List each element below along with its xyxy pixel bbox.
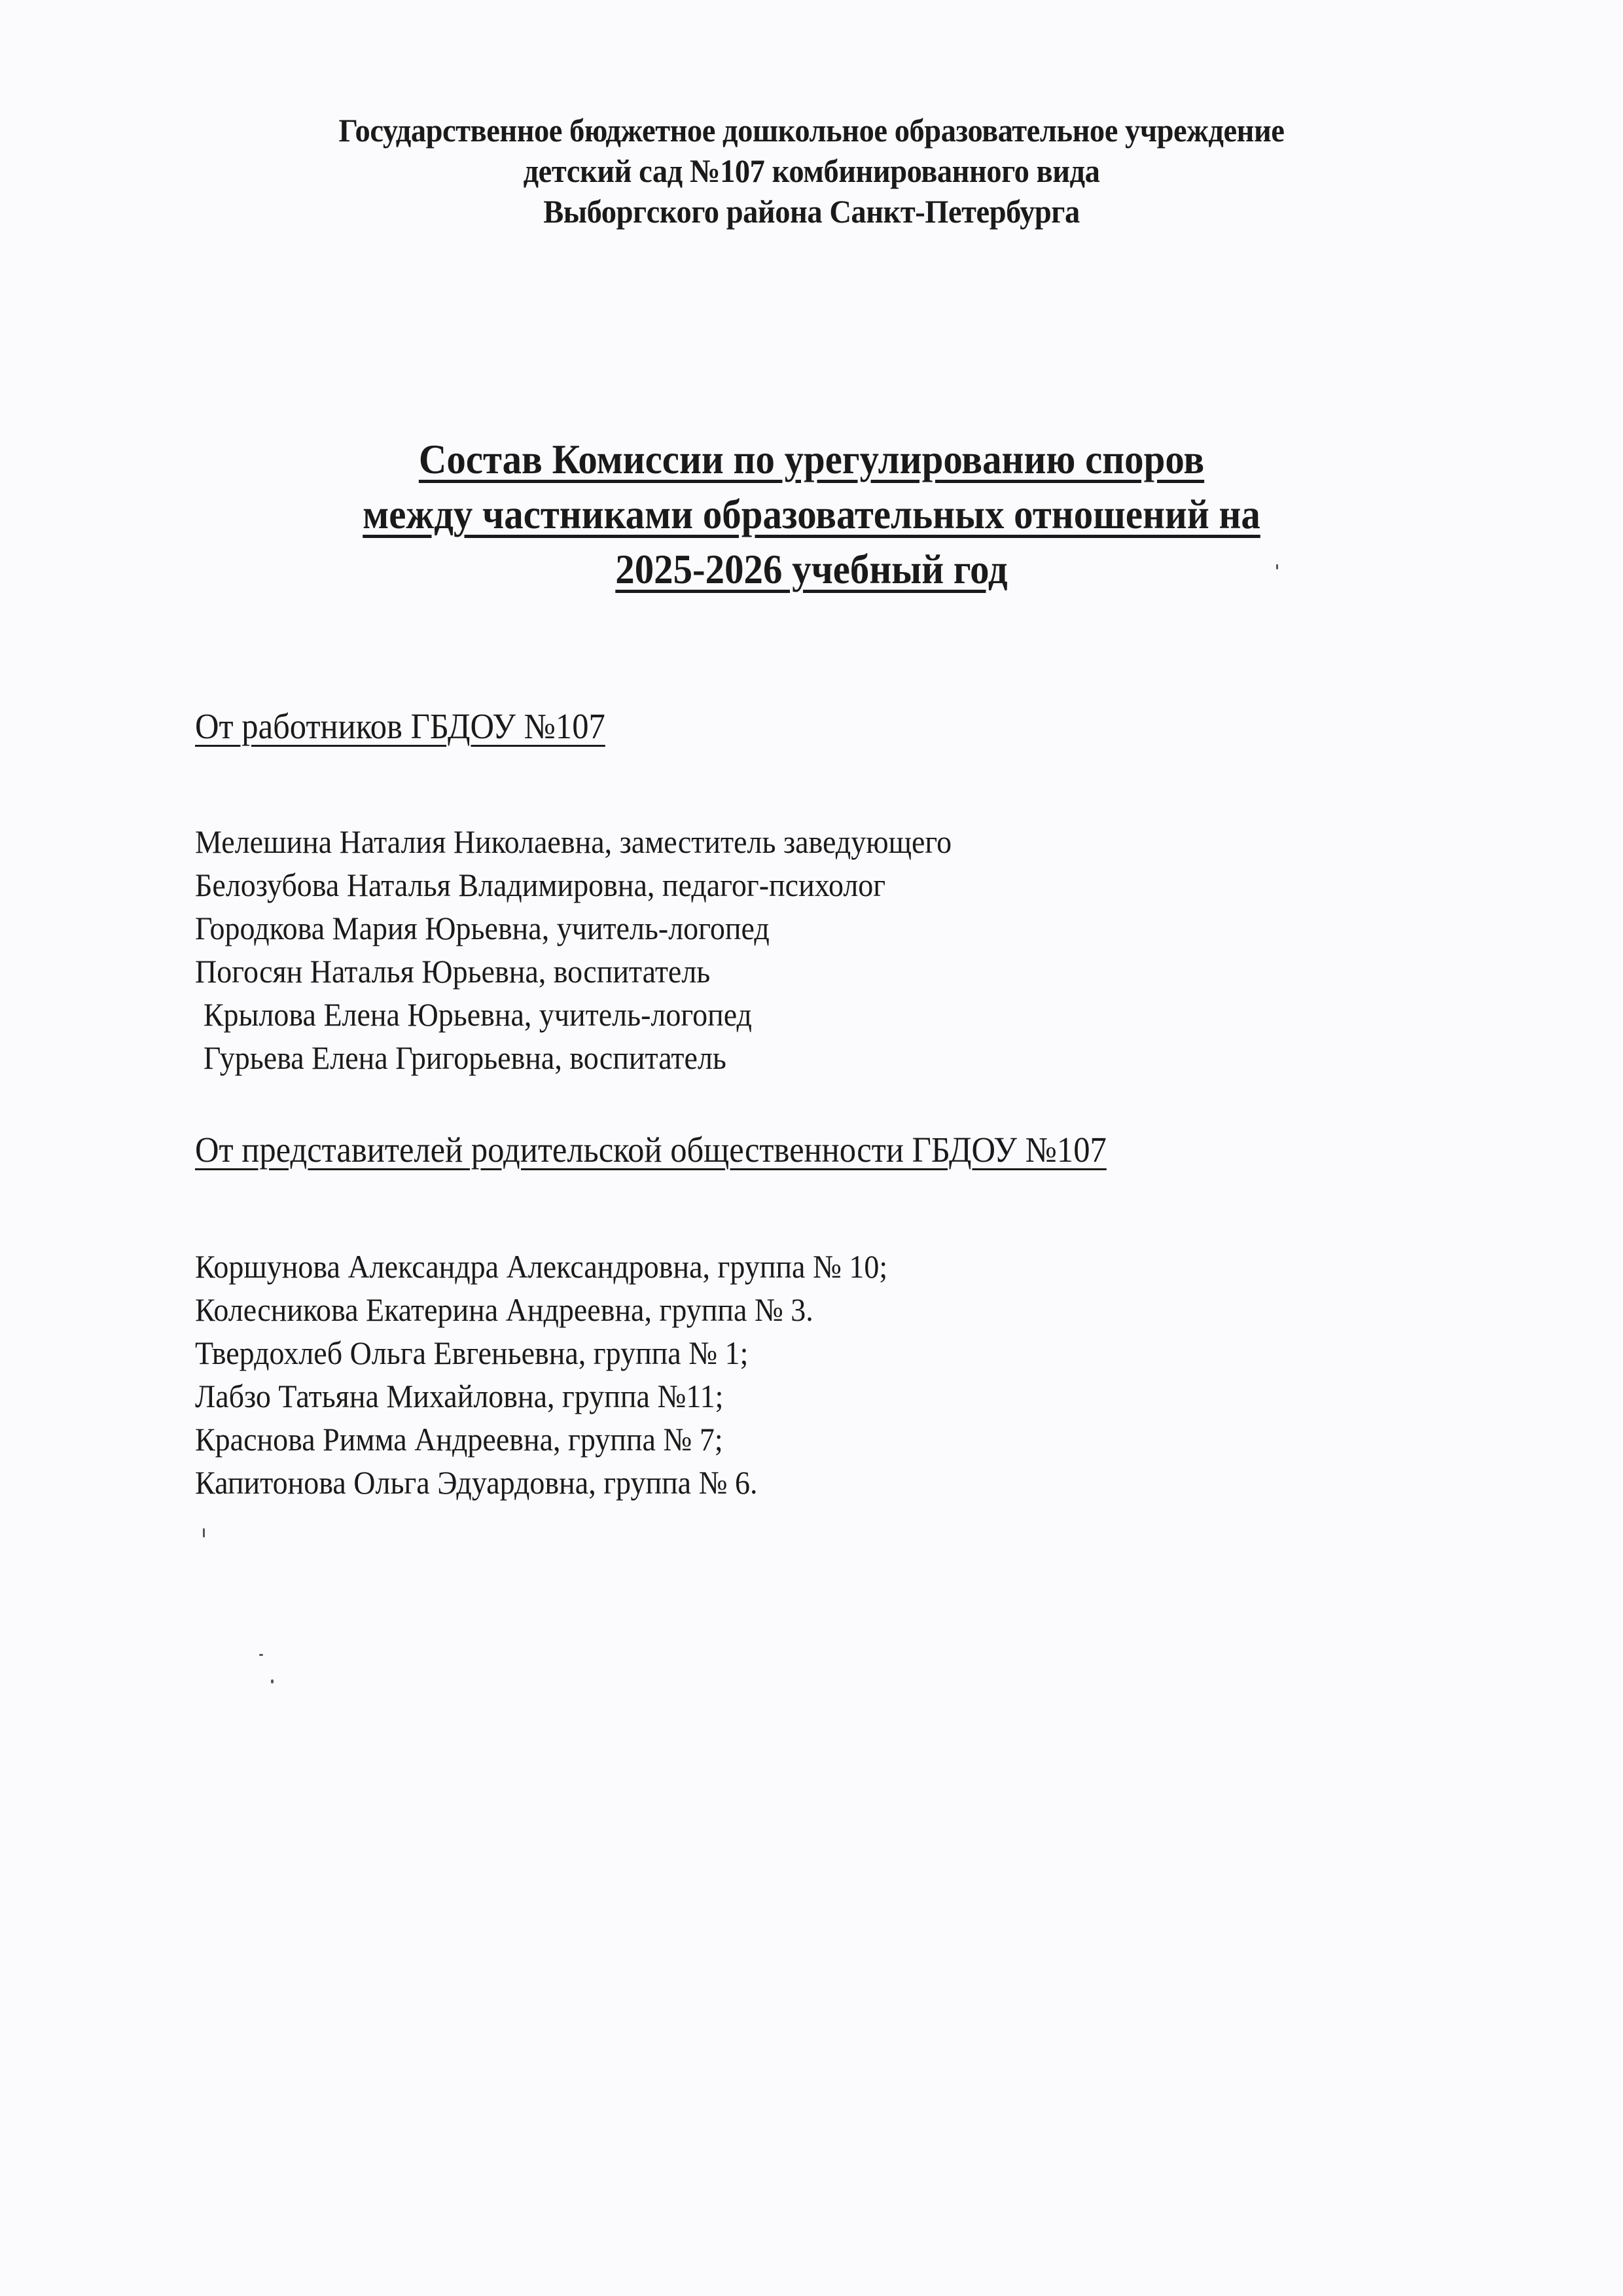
title-line: 2025-2026 учебный год [615, 546, 1008, 592]
staff-section-heading: От работников ГБДОУ №107 [195, 706, 605, 746]
list-item: Погосян Наталья Юрьевна, воспитатель [195, 953, 711, 990]
list-item: Краснова Римма Андреевна, группа № 7; [195, 1421, 723, 1458]
document-title [65, 432, 1558, 597]
list-item: Лабзо Татьяна Михайловна, группа №11; [195, 1378, 724, 1414]
organization-line: детский сад №107 комбинированного вида [523, 152, 1100, 189]
parents-member-list [195, 1245, 1186, 1504]
title-line: Состав Комиссии по урегулированию споров [418, 436, 1205, 482]
scan-speck [271, 1679, 274, 1683]
organization-line: Государственное бюджетное дошкольное образовательное учреждение [338, 112, 1285, 149]
list-item: Мелешина Наталия Николаевна, заместитель заведующего [195, 823, 952, 860]
list-item: Капитонова Ольга Эдуардовна, группа № 6. [195, 1464, 758, 1501]
title-line: между частниками образовательных отношений на [363, 491, 1260, 537]
scan-speck [259, 1654, 263, 1656]
scan-speck [203, 1528, 205, 1537]
scan-speck [1276, 564, 1278, 569]
list-item: Крылова Елена Юрьевна, учитель-логопед [203, 996, 752, 1033]
staff-section [195, 704, 1018, 1079]
list-item: Колесникова Екатерина Андреевна, группа № 3. [195, 1291, 813, 1328]
list-item: Коршунова Александра Александровна, группа № 10; [195, 1248, 888, 1285]
organization-line: Выборгского района Санкт-Петербурга [543, 193, 1080, 230]
list-item: Твердохлеб Ольга Евгеньевна, группа № 1; [195, 1335, 749, 1371]
staff-member-list [195, 820, 1018, 1079]
organization-header [57, 110, 1566, 232]
parents-section-heading: От представителей родительской общественности ГБДОУ №107 [195, 1130, 1107, 1170]
list-item: Гурьева Елена Григорьевна, воспитатель [203, 1039, 726, 1076]
list-item: Городкова Мария Юрьевна, учитель-логопед [195, 910, 770, 946]
parents-section [195, 1127, 1186, 1504]
list-item: Белозубова Наталья Владимировна, педагог-психолог [195, 867, 886, 903]
